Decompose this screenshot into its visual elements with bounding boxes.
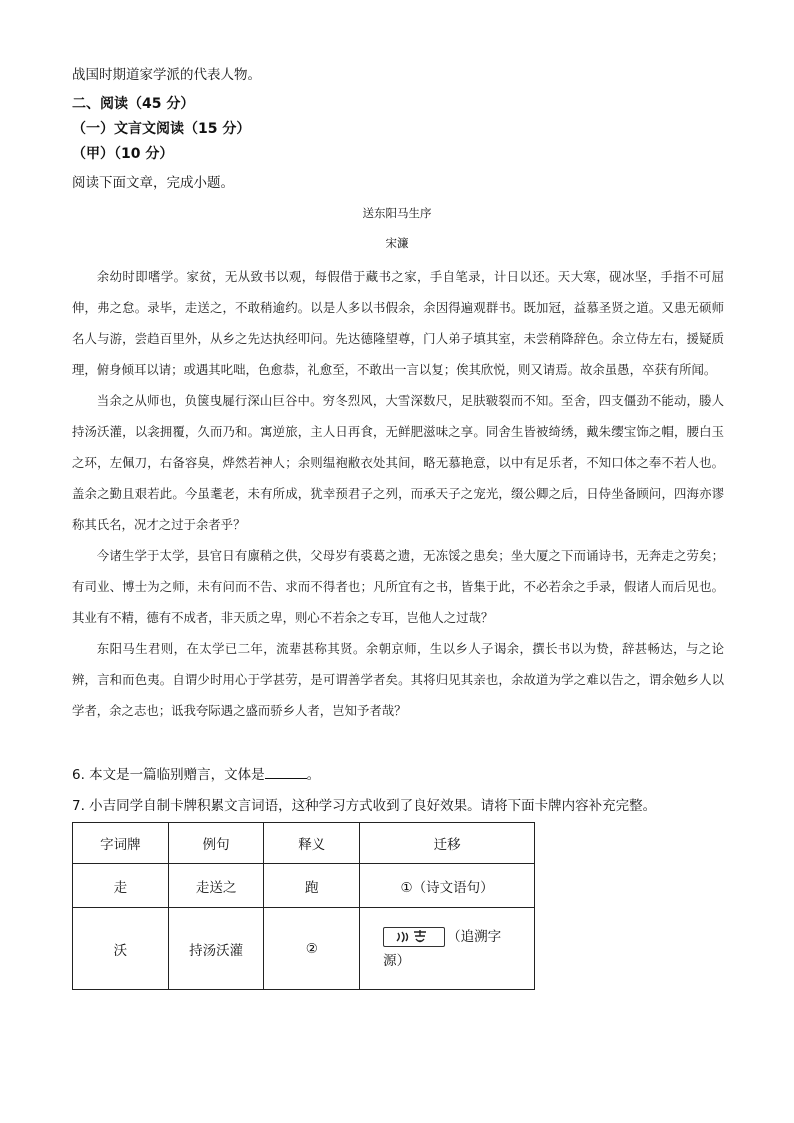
article-paragraph: 当余之从师也，负箧曳屣行深山巨谷中。穷冬烈风，大雪深数尺，足肤皲裂而不知。至舍，四支僵劲不能动，媵人持汤沃灌，以衾拥覆，久而乃和。寓逆旅，主人日再食，无鲜肥滋味之享。同舍生皆被绮绣，戴朱缨宝饰之帽，腰白玉之环，左佩刀，右备容臭，烨然若神人；余则缊袍敝衣处其间，略无慕艳意，以中有足乐者，不知口体之奉不若人也。盖余之勤且艰若此。今虽耄老，未有所成，犹幸预君子之列，而承天子之宠光，缀公卿之后，日侍坐备顾问，四海亦谬称其氏名，况才之过于余者乎？ [72,393,724,532]
table-row [73,864,535,908]
question-6 [72,766,320,784]
article-author: 宋濂 [385,236,409,250]
article-body [72,261,724,726]
section-title: 二、阅读（45 分） [72,96,195,112]
table-cell: ② [264,908,360,990]
table-cell: 走送之 [168,864,264,908]
table-header-cell: 迁移 [360,823,535,864]
table-cell: ①（诗文语句） [360,864,535,908]
table-cell: 持汤沃灌 [168,908,264,990]
answer-blank[interactable] [265,766,307,779]
instruction: 阅读下面文章，完成小题。 [72,175,234,191]
table-cell: 走 [73,864,169,908]
table-header-row [73,823,535,864]
article-paragraph: 今诸生学于太学，县官日有廪稍之供，父母岁有裘葛之遗，无冻馁之患矣；坐大厦之下而诵诗书，无奔走之劳矣；有司业、博士为之师，未有问而不告、求而不得者也；凡所宜有之书，皆集于此，不必若余之手录，假诸人而后见也。其业有不精，德有不成者，非天质之卑，则心不若余之专耳，岂他人之过哉？ [72,548,724,625]
question-7: 7. 小吉同学自制卡牌积累文言词语，这种学习方式收到了良好效果。请将下面卡牌内容补充完整。 [72,798,657,814]
seal-script-glyph-icon [383,927,445,947]
article-paragraph: 余幼时即嗜学。家贫，无从致书以观，每假借于藏书之家，手自笔录，计日以还。天大寒，砚冰坚，手指不可屈伸，弗之怠。录毕，走送之，不敢稍逾约。以是人多以书假余，余因得遍观群书。既加冠，益慕圣贤之道。又患无硕师名人与游，尝趋百里外，从乡之先达执经叩问。先达德隆望尊，门人弟子填其室，未尝稍降辞色。余立侍左右，援疑质理，俯身倾耳以请；或遇其叱咄，色愈恭，礼愈至，不敢出一言以复；俟其欣悦，则又请焉。故余虽愚，卒获有所闻。 [72,269,724,377]
table-header-cell: 释义 [264,823,360,864]
table-header-cell: 例句 [168,823,264,864]
question-6-text: 6. 本文是一篇临别赠言，文体是 [72,767,265,783]
intro-tail: 战国时期道家学派的代表人物。 [72,67,261,83]
table-cell-etymology [360,908,535,990]
article-title: 送东阳马生序 [362,206,432,220]
table-cell: 跑 [264,864,360,908]
part-title: （甲）（10 分） [72,146,174,162]
word-card-table [72,822,535,990]
table-header-cell: 字词牌 [73,823,169,864]
table-row [73,908,535,990]
etymology-hint: （追溯字源） [383,928,502,969]
table-cell: 沃 [73,908,169,990]
subsection-title: （一）文言文阅读（15 分） [72,121,251,137]
article-paragraph: 东阳马生君则，在太学已二年，流辈甚称其贤。余朝京师，生以乡人子谒余，撰长书以为贽，辞甚畅达，与之论辨，言和而色夷。自谓少时用心于学甚劳，是可谓善学者矣。其将归见其亲也，余故道为学之难以告之，谓余勉乡人以学者，余之志也；诋我夸际遇之盛而骄乡人者，岂知予者哉？ [72,641,724,718]
question-6-end: 。 [306,767,321,783]
